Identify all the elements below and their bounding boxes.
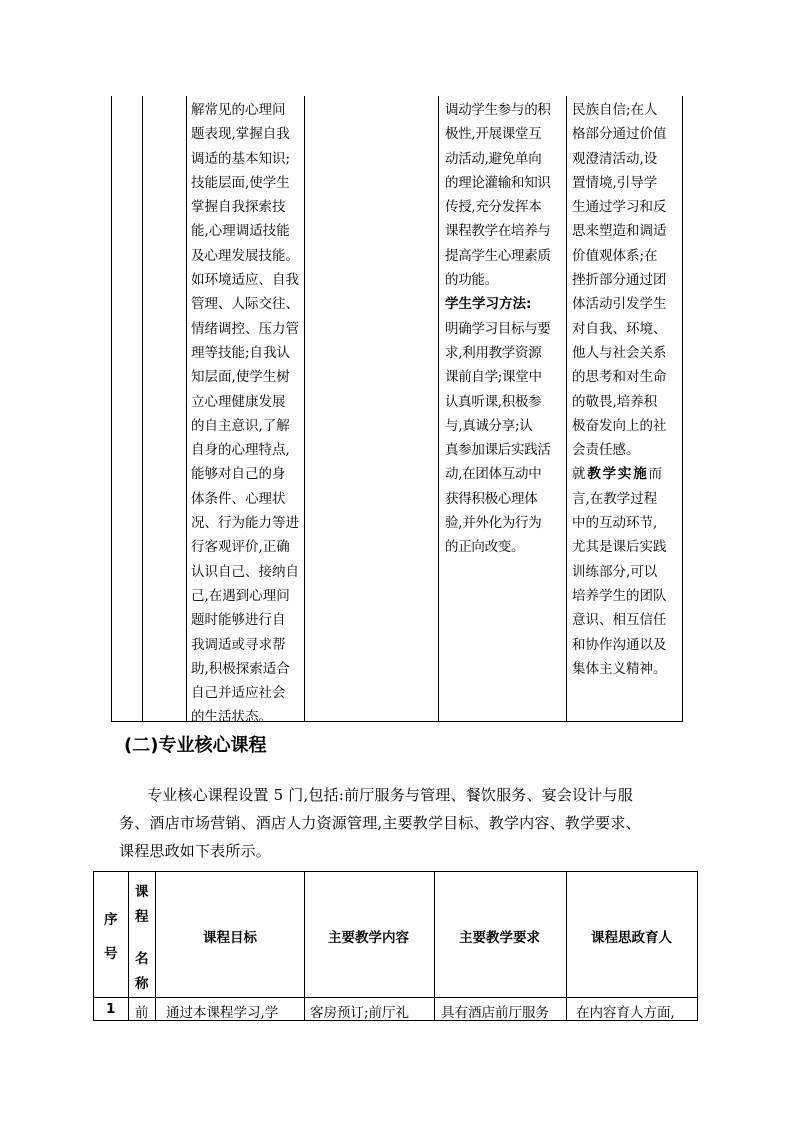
ideology-line: 思来塑造和调适 — [572, 223, 667, 240]
objective-line: 题表现,掌握自我 — [191, 126, 290, 143]
ideology-line: 他人与社会关系 — [572, 344, 667, 361]
header-name-char: 课 — [135, 884, 149, 900]
ideology-line: 民族自信;在人 — [572, 102, 658, 118]
ideology-line: 会责任感。 — [572, 442, 640, 459]
teaching-implementation-label: 教学实施 — [587, 466, 649, 483]
header-name-char: 称 — [135, 976, 149, 992]
requirements-line: 验,并外化为行为 — [445, 515, 542, 532]
ideology-line: 体活动引发学生 — [572, 296, 667, 313]
requirements-line: 动,在团体互动中 — [445, 466, 542, 483]
header-ideology: 课程思政育人 — [591, 930, 672, 946]
objective-line: 及心理发展技能。 — [191, 247, 299, 264]
row-ideology: 在内容育人方面, — [576, 1005, 675, 1021]
row-index: 1 — [106, 1001, 116, 1017]
ideology-line: 言,在教学过程 — [572, 490, 658, 507]
section-paragraph — [119, 781, 684, 865]
objective-line: 题时能够进行自 — [191, 612, 286, 629]
section-heading: (二)专业核心课程 — [124, 735, 267, 756]
requirements-line: 的理论灌输和知识 — [445, 174, 551, 191]
objective-line: 掌握自我探索技 — [191, 199, 286, 216]
ideology-line: 挫折部分通过团 — [572, 272, 667, 289]
header-index-char: 序 — [104, 912, 118, 928]
requirements-line: 的正向改变。 — [445, 539, 525, 556]
requirements-line: 的功能。 — [445, 272, 498, 289]
objective-line: 的自主意识,了解 — [191, 417, 290, 434]
ideology-line: 生通过学习和反 — [572, 199, 667, 216]
objective-line: 自己并适应社会 — [191, 685, 286, 702]
objective-line: 助,积极探索适合 — [191, 660, 290, 677]
ideology-line: 和协作沟通以及 — [572, 636, 667, 653]
ideology-line: 意识、相互信任 — [572, 612, 667, 629]
header-content: 主要教学内容 — [328, 930, 409, 946]
ideology-line: 培养学生的团队 — [572, 587, 667, 604]
header-requirements: 主要教学要求 — [459, 930, 540, 946]
ideology-line: 置情境,引导学 — [572, 174, 658, 191]
ideology-line: 观澄清活动,设 — [572, 150, 658, 167]
objective-line: 情绪调控、压力管 — [191, 320, 299, 337]
header-index-char: 号 — [104, 946, 118, 962]
requirements-line: 传授,充分发挥本 — [445, 199, 542, 216]
ideology-suffix: 而 — [648, 466, 664, 483]
objective-line: 行客观评价,正确 — [191, 539, 290, 556]
requirements-line: 动活动,避免单向 — [445, 150, 542, 167]
row-requirements: 具有酒店前厅服务 — [441, 1005, 549, 1021]
ideology-prefix: 就 — [572, 466, 588, 483]
header-objective: 课程目标 — [203, 930, 257, 946]
requirements-line: 认真听课,积极参 — [445, 393, 542, 410]
objective-line: 己,在遇到心理问 — [191, 587, 290, 604]
ideology-line: 极奋发向上的社 — [572, 417, 667, 434]
objective-line: 认识自己、接纳自 — [191, 563, 299, 580]
ideology-line: 集体主义精神。 — [572, 660, 667, 677]
requirements-line: 调动学生参与的积 — [445, 102, 551, 118]
ideology-line: 格部分通过价值 — [572, 126, 667, 143]
ideology-cell — [572, 98, 682, 681]
objective-line: 如环境适应、自我 — [191, 272, 299, 289]
requirements-line: 明确学习目标与要 — [445, 320, 551, 337]
requirements-line: 与,真诚分享;认 — [445, 417, 533, 434]
ideology-line: 训练部分,可以 — [572, 563, 658, 580]
objective-line: 解常见的心理问 — [191, 102, 286, 118]
requirements-line: 真参加课后实践活 — [445, 442, 551, 459]
requirements-line: 提高学生心理素质 — [445, 247, 551, 264]
requirements-line: 极性,开展课堂互 — [445, 126, 542, 143]
ideology-line: 的敬畏,培养积 — [572, 393, 658, 410]
objective-line: 体条件、心理状 — [191, 490, 286, 507]
objective-line: 况、行为能力等进 — [191, 515, 299, 532]
row-content: 客房预订;前厅礼 — [310, 1005, 410, 1021]
objective-line: 能够对自己的身 — [191, 466, 286, 483]
paragraph-line: 专业核心课程设置 5 门,包括:前厅服务与管理、餐饮服务、宴会设计与服 — [147, 786, 633, 804]
ideology-line: 尤其是课后实践 — [572, 539, 667, 556]
objective-line: 调适的基本知识; — [191, 150, 291, 167]
row-name: 前 — [135, 1005, 149, 1021]
requirements-line: 求,利用教学资源 — [445, 344, 542, 361]
paragraph-line: 务、酒店市场营销、酒店人力资源管理,主要教学目标、教学内容、教学要求、 — [119, 814, 641, 832]
objective-line: 的生活状态。 — [191, 709, 272, 726]
ideology-line: 的思考和对生命 — [572, 369, 667, 386]
ideology-line: 价值观体系;在 — [572, 247, 658, 264]
teaching-implementation-line — [572, 462, 682, 486]
objective-line: 立心理健康发展 — [191, 393, 286, 410]
header-name-char: 程 — [135, 909, 149, 925]
ideology-line: 中的互动环节, — [572, 515, 658, 532]
objective-line: 我调适或寻求帮 — [191, 636, 286, 653]
requirements-line: 课前自学;课堂中 — [445, 369, 542, 386]
objective-line: 管理、人际交往、 — [191, 296, 299, 313]
objective-line: 自身的心理特点, — [191, 442, 290, 459]
study-method-heading: 学生学习方法: — [445, 296, 532, 313]
objective-line: 能,心理调适技能 — [191, 223, 290, 240]
header-name-char: 名 — [135, 951, 149, 967]
requirements-line: 课程教学在培养与 — [445, 223, 551, 240]
requirements-cell — [445, 98, 565, 560]
objective-line: 技能层面,使学生 — [191, 174, 290, 191]
requirements-line: 获得积极心理体 — [445, 490, 538, 507]
objective-line: 知层面,使学生树 — [191, 369, 290, 386]
paragraph-line: 课程思政如下表所示。 — [119, 842, 272, 860]
ideology-line: 对自我、环境、 — [572, 320, 667, 337]
objective-cell — [191, 98, 303, 730]
row-objective: 通过本课程学习,学 — [166, 1005, 279, 1021]
objective-line: 理等技能;自我认 — [191, 344, 291, 361]
